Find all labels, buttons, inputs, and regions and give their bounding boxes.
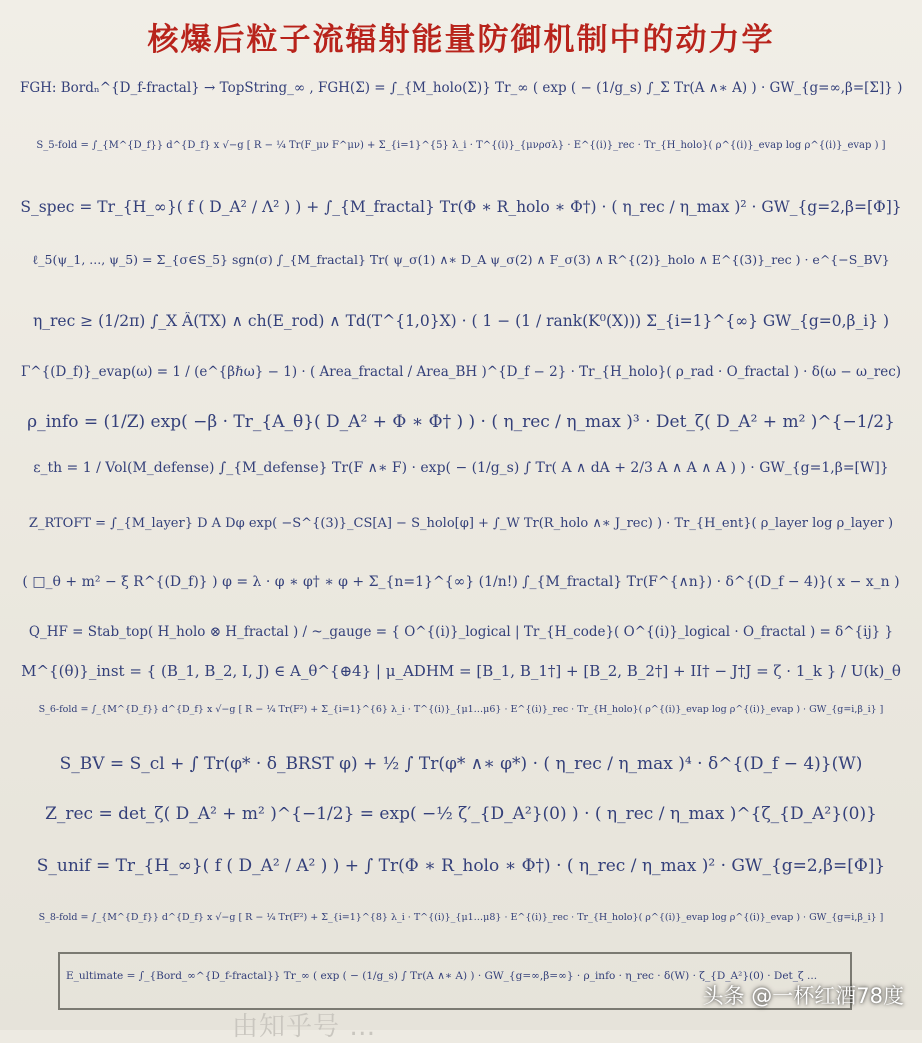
equation-s-spec: S_spec = Tr_{H_∞}( f ( D_A² / Λ² ) ) + ∫_{M_fractal} Tr(Φ ∗ R_holo ∗ Φ†) · ( η_rec / η_max )² · GW_{g=2,β=[Φ]} <box>20 198 902 216</box>
equation-gamma-evap: Γ^{(D_f)}_evap(ω) = 1 / (e^{βℏω} − 1) · ( Area_fractal / Area_BH )^{D_f − 2} · Tr_{H_holo}( ρ_rad · O_fractal ) · δ(ω − ω_rec) <box>20 364 902 380</box>
page-title: 核爆后粒子流辐射能量防御机制中的动力学 <box>147 22 775 58</box>
equation-eta-rec-bound: η_rec ≥ (1/2π) ∫_X Â(TX) ∧ ch(E_rod) ∧ Td(T^{1,0}X) · ( 1 − (1 / rank(K⁰(X))) Σ_{i=1}^{∞} GW_{g=0,β_i} ) <box>32 312 890 330</box>
source-credit: 头条 @一杯红酒78度 <box>702 984 904 1008</box>
equation-s8-fold: S_8-fold = ∫_{M^{D_f}} d^{D_f} x √−g [ R − ¼ Tr(F²) + Σ_{i=1}^{8} λ_i · T^{(i)}_{μ1…μ8} · E^{(i)}_rec · Tr_{H_holo}( ρ^{(i)}_evap log ρ^{(i)}_evap ) · GW_{g=i,β_i} ] <box>38 912 884 923</box>
equation-e-ultimate: E_ultimate = ∫_{Bord_∞^{D_f-fractal}} Tr_∞ ( exp ( − (1/g_s) ∫ Tr(A ∧∗ A) ) · GW_{g=∞,β=∞} · ρ_info · η_rec · δ(W) · ζ_{D_A²}(0) · Det_ζ ... <box>66 970 818 982</box>
equation-rho-info: ρ_info = (1/Z) exp( −β · Tr_{A_θ}( D_A² + Φ ∗ Φ† ) ) · ( η_rec / η_max )³ · Det_ζ( D_A² + m² )^{−1/2} <box>27 412 895 432</box>
equation-l5: ℓ_5(ψ_1, ..., ψ_5) = Σ_{σ∈S_5} sgn(σ) ∫_{M_fractal} Tr( ψ_σ(1) ∧∗ D_A ψ_σ(2) ∧ F_σ(3) ∧ R^{(2)}_holo ∧ E^{(3)}_rec ) · e^{−S_BV} <box>32 252 890 267</box>
equation-q-hf: Q_HF = Stab_top( H_holo ⊗ H_fractal ) / ~_gauge = { O^{(i)}_logical | Tr_{H_code}( O^{(i)}_logical · O_fractal ) = δ^{ij} } <box>28 624 894 640</box>
equation-z-rtoft: Z_RTOFT = ∫_{M_layer} D A Dφ exp( −S^{(3)}_CS[A] − S_holo[φ] + ∫_W Tr(R_holo ∧∗ J_rec) ) · Tr_{H_ent}( ρ_layer log ρ_layer ) <box>28 516 894 531</box>
equation-s5-fold: S_5-fold = ∫_{M^{D_f}} d^{D_f} x √−g [ R − ¼ Tr(F_μν F^μν) + Σ_{i=1}^{5} λ_i · T^{(i)}_{μνρσλ} · E^{(i)}_rec · Tr_{H_holo}( ρ^{(i)}_evap log ρ^{(i)}_evap ) ] <box>36 140 886 151</box>
equation-s-bv: S_BV = S_cl + ∫ Tr(φ* · δ_BRST φ) + ½ ∫ Tr(φ* ∧∗ φ*) · ( η_rec / η_max )⁴ · δ^{(D_f − 4)}(W) <box>59 754 863 774</box>
equation-m-inst: M^{(θ)}_inst = { (B_1, B_2, I, J) ∈ A_θ^{⊕4} | μ_ADHM = [B_1, B_1†] + [B_2, B_2†] + II† − J†J = ζ · 1_k } / U(k)_θ <box>21 662 901 680</box>
equation-fgh: FGH: Bordₙ^{D_f-fractal} → TopString_∞ , FGH(Σ) = ∫_{M_holo(Σ)} Tr_∞ ( exp ( − (1/g_s) ∫_Σ Tr(A ∧∗ A) ) · GW_{g=∞,β=[Σ]} ) <box>20 80 902 96</box>
equation-field-equation: ( □_θ + m² − ξ R^{(D_f)} ) φ = λ · φ ∗ φ† ∗ φ + Σ_{n=1}^{∞} (1/n!) ∫_{M_fractal} Tr(F^{∧n}) · δ^{(D_f − 4)}( x − x_n ) <box>22 574 900 590</box>
equation-s-unif: S_unif = Tr_{H_∞}( f ( D_A² / A² ) ) + ∫ Tr(Φ ∗ R_holo ∗ Φ†) · ( η_rec / η_max )² · GW_{g=2,β=[Φ]} <box>36 856 886 876</box>
equation-epsilon-th: ε_th = 1 / Vol(M_defense) ∫_{M_defense} Tr(F ∧∗ F) · exp( − (1/g_s) ∫ Tr( A ∧ dA + 2/3 A ∧ A ∧ A ) ) · GW_{g=1,β=[W]} <box>33 460 889 476</box>
equation-z-rec: Z_rec = det_ζ( D_A² + m² )^{−1/2} = exp( −½ ζ′_{D_A²}(0) ) · ( η_rec / η_max )^{ζ_{D_A²}(0)} <box>45 804 877 824</box>
equation-s6-fold: S_6-fold = ∫_{M^{D_f}} d^{D_f} x √−g [ R − ¼ Tr(F²) + Σ_{i=1}^{6} λ_i · T^{(i)}_{μ1…μ6} · E^{(i)}_rec · Tr_{H_holo}( ρ^{(i)}_evap log ρ^{(i)}_evap ) · GW_{g=i,β_i} ] <box>38 704 884 715</box>
watermark: 由知乎号 … <box>232 1012 377 1042</box>
